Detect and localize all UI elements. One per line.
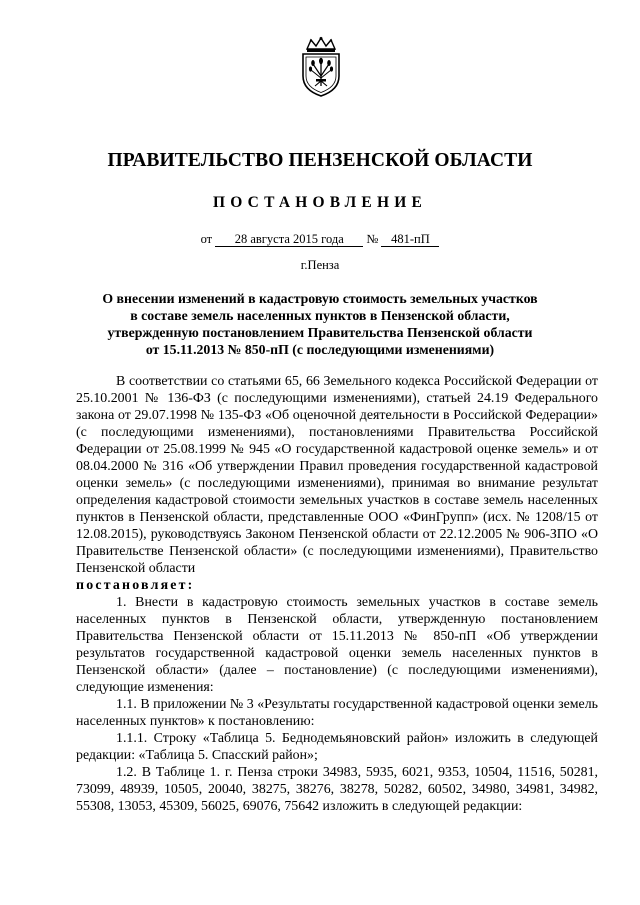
number-sign: № [366,232,379,246]
clause-1-1-1-paragraph: 1.1.1. Строку «Таблица 5. Беднодемьяновский район» изложить в следующей редакции: «Таблица 5. Спасский район»; [76,731,598,763]
resolves-paragraph [76,577,598,594]
document-number: 481-пП [381,232,439,247]
clause-1-paragraph: 1. Внести в кадастровую стоимость земельных участков в составе земель населенных пунктов в Пензенской области, утвержденную постановлением Правительства Пензенской области от 15.11.2013 № 850-пП «Об утверждении результатов государственной кадастровой оценки земель населенных пунктов в Пензенской области» (далее – постановление) (с последующими изменениями), следующие изменения: [76,595,598,695]
subject-line: в составе земель населенных пунктов в Пензенской области, [130,308,510,323]
preamble-paragraph: В соответствии со статьями 65, 66 Земельного кодекса Российской Федерации от 25.10.2001 № 136-ФЗ (с последующими изменениями), статьей 24.19 Федерального закона от 29.07.1998 № 135-ФЗ «Об оценочной деятельности в Российской Федерации» (с последующими изменениями), постановлениями Правительства Российской Федерации от 25.08.1999 № 945 «О государственной кадастровой оценке земель» и от 08.04.2000 № 316 «Об утверждении Правил проведения государственной кадастровой оценки земель» (с последующими изменениями), принимая во внимание результат определения кадастровой стоимости земельных участков в составе земель населенных пунктов в Пензенской области, представленные ООО «ФинГрупп» (исх. № 1208/15 от 12.08.2015), руководствуясь Законом Пензенской области от 22.12.2005 № 906-ЗПО «О Правительстве Пензенской области» (с последующими изменениями), Правительство Пензенской области [76,374,598,576]
subject-line: О внесении изменений в кадастровую стоимость земельных участков [102,291,538,306]
document-city: г.Пенза [300,258,340,272]
document-type: ПОСТАНОВЛЕНИЕ [212,194,428,211]
document-date: 28 августа 2015 года [215,232,363,247]
clause-1-2-paragraph: 1.2. В Таблице 1. г. Пенза строки 34983, 5935, 6021, 9353, 10504, 11516, 50281, 73099, 48939, 10505, 20040, 38275, 38276, 38278, 50282, 60502, 34980, 34981, 34982, 55308, 13053, 45309, 56025, 69076, 75642 изложить в следующей редакции: [76,765,598,814]
clause-1-1-paragraph: 1.1. В приложении № 3 «Результаты государственной кадастровой оценки земель населенных пунктов» к постановлению: [76,697,598,729]
document-body [76,373,598,815]
document-date-line [0,232,640,247]
subject-line: от 15.11.2013 № 850-пП (с последующими изменениями) [145,342,495,357]
subject-line: утвержденную постановлением Правительства Пензенской области [107,325,533,340]
document-subject [70,290,570,358]
resolves-keyword: постановляет: [76,578,195,593]
organization-title: ПРАВИТЕЛЬСТВО ПЕНЗЕНСКОЙ ОБЛАСТИ [107,150,533,171]
penza-region-coat-of-arms-icon [298,36,344,98]
date-prefix: от [200,232,213,246]
